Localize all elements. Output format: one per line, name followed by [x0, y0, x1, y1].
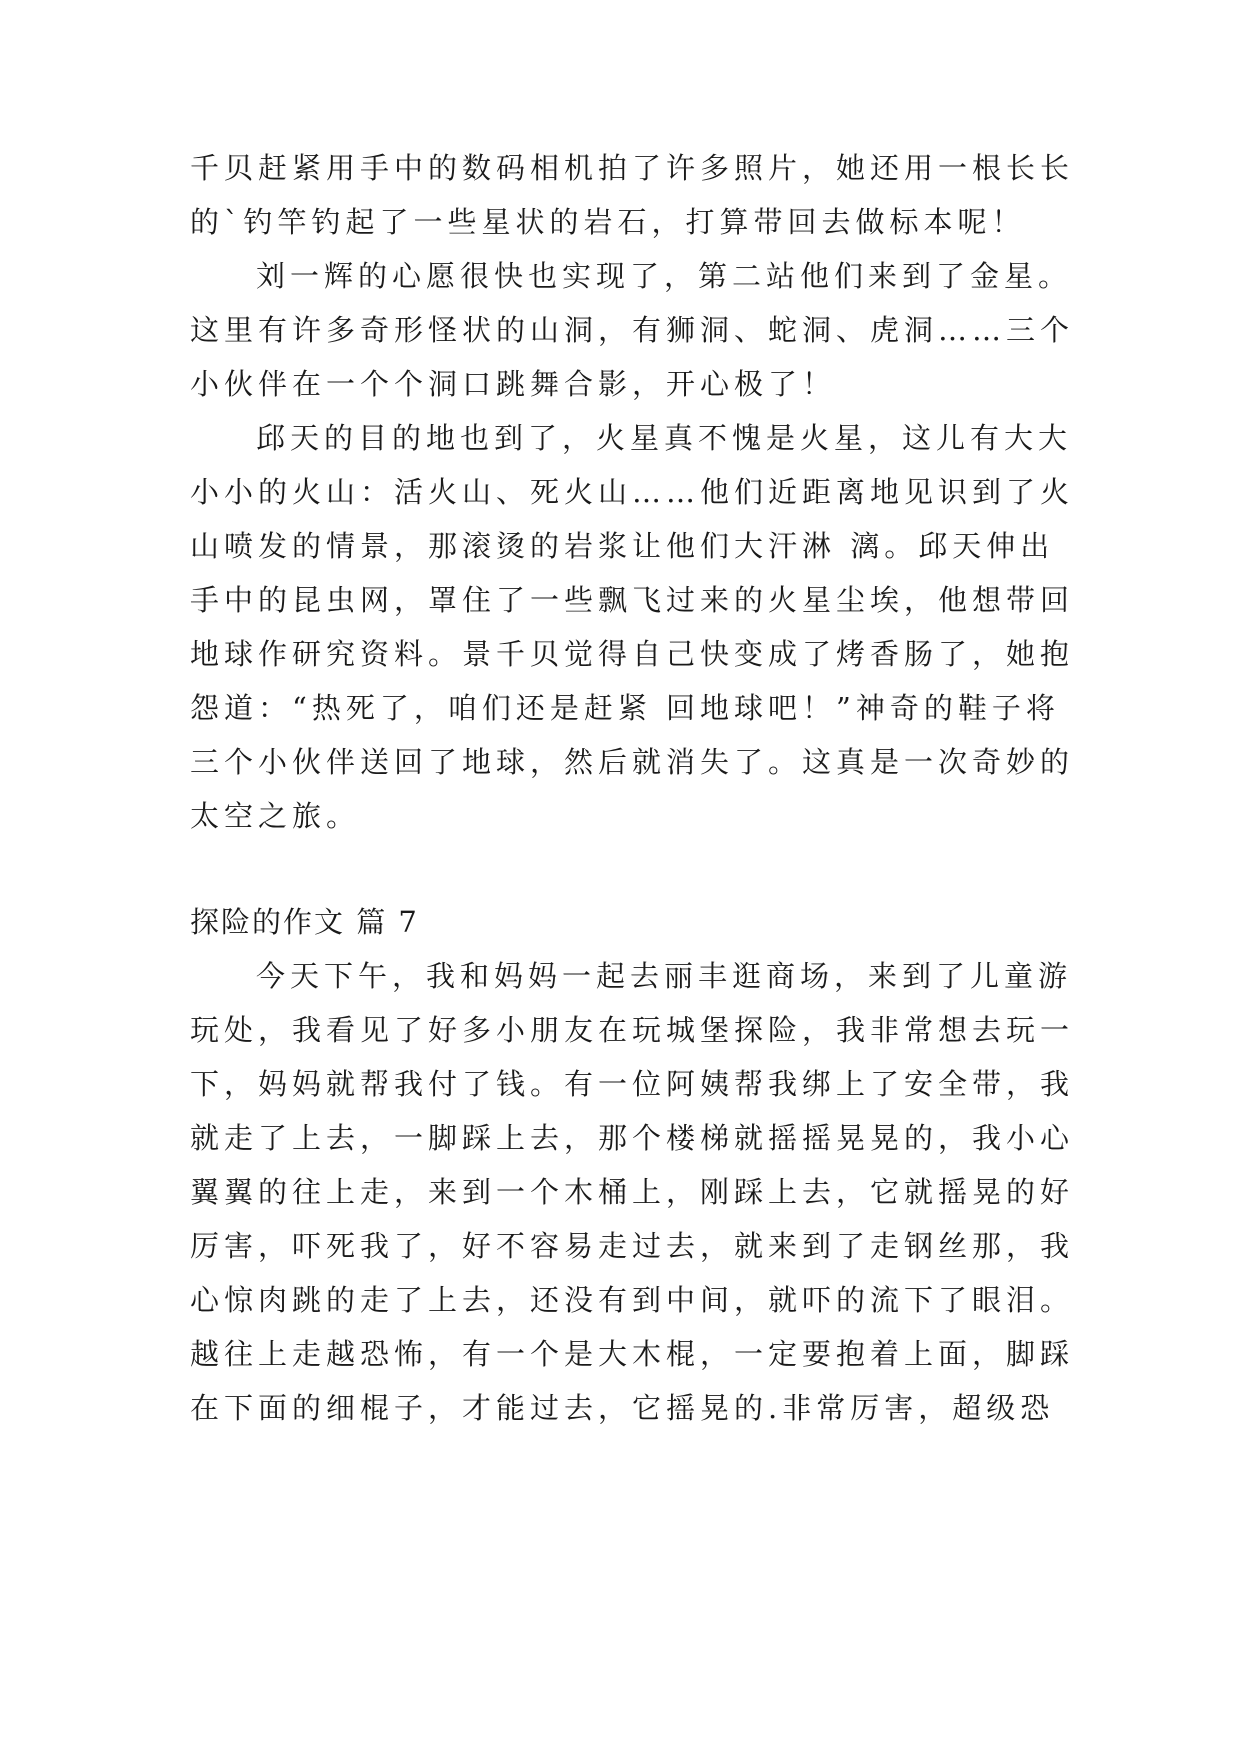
text-line: 这里有许多奇形怪状的山洞，有狮洞、蛇洞、虎洞……三个 [190, 313, 1075, 347]
text-line: 玩处，我看见了好多小朋友在玩城堡探险，我非常想去玩一 [190, 1013, 1075, 1047]
text-line: 厉害，吓死我了，好不容易走过去，就来到了走钢丝那，我 [190, 1229, 1075, 1263]
paragraph-first-line: 邱天的目的地也到了，火星真不愧是火星，这儿有大大 [256, 421, 1073, 455]
text-line: 翼翼的往上走，来到一个木桶上，刚踩上去，它就摇晃的好 [190, 1175, 1075, 1209]
text-line: 小小的火山：活火山、死火山……他们近距离地见识到了火 [190, 475, 1075, 509]
text-line: 小伙伴在一个个洞口跳舞合影，开心极了！ [190, 367, 837, 401]
text-line: 太空之旅。 [190, 799, 361, 833]
text-line: 手中的昆虫网，罩住了一些飘飞过来的火星尘埃，他想带回 [190, 583, 1075, 617]
text-line: 地球作研究资料。景千贝觉得自己快变成了烤香肠了，她抱 [190, 637, 1075, 671]
text-line: 的`钓竿钓起了一些星状的岩石，打算带回去做标本呢！ [190, 205, 1026, 239]
paragraph-first-line: 刘一辉的心愿很快也实现了，第二站他们来到了金星。 [256, 259, 1073, 293]
paragraph-first-line: 今天下午，我和妈妈一起去丽丰逛商场，来到了儿童游 [256, 959, 1073, 993]
text-line: 越往上走越恐怖，有一个是大木棍，一定要抱着上面，脚踩 [190, 1337, 1075, 1371]
text-line: 千贝赶紧用手中的数码相机拍了许多照片，她还用一根长长 [190, 151, 1075, 185]
text-line: 心惊肉跳的走了上去，还没有到中间，就吓的流下了眼泪。 [190, 1283, 1075, 1317]
text-line: 就走了上去，一脚踩上去，那个楼梯就摇摇晃晃的，我小心 [190, 1121, 1075, 1155]
text-line: 在下面的细棍子，才能过去，它摇晃的.非常厉害，超级恐 [190, 1391, 1055, 1425]
text-line: 三个小伙伴送回了地球，然后就消失了。这真是一次奇妙的 [190, 745, 1075, 779]
text-line: 下，妈妈就帮我付了钱。有一位阿姨帮我绑上了安全带，我 [190, 1067, 1075, 1101]
text-line: 山喷发的情景，那滚烫的岩浆让他们大汗淋 漓。邱天伸出 [190, 529, 1055, 563]
section-heading: 探险的作文 篇 7 [190, 905, 419, 939]
text-line: 怨道：“热死了，咱们还是赶紧 回地球吧！”神奇的鞋子将 [190, 691, 1060, 725]
